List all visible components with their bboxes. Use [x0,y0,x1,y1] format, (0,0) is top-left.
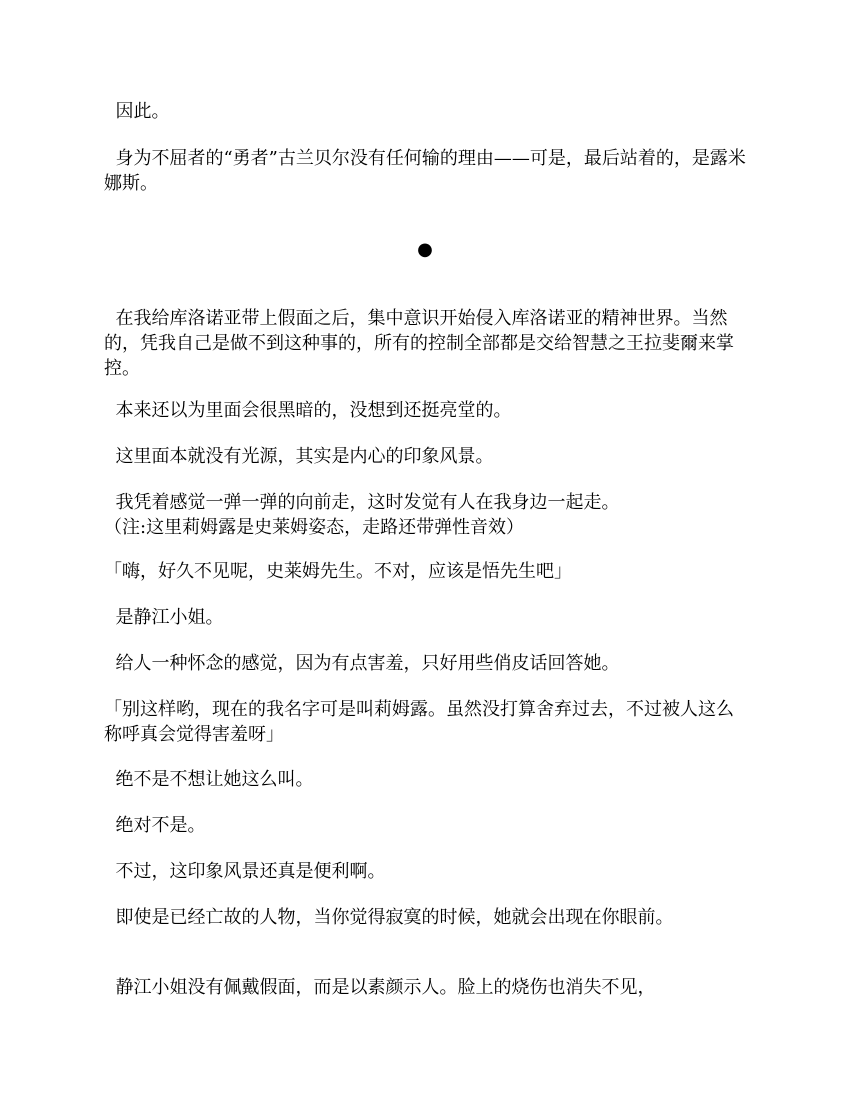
paragraph-12: 绝对不是。 [104,815,206,836]
section-separator: ● [417,239,433,260]
paragraph-6: 我凭着感觉一弹一弹的向前走，这时发觉有人在我身边一起走。 （注:这里莉姆露是史莱姆姿态，走路还带弹性音效） [104,492,620,538]
paragraph-8: 是静江小姐。 [104,607,224,628]
paragraph-15: 静江小姐没有佩戴假面，而是以素颜示人。脸上的烧伤也消失不见， [104,977,656,998]
paragraph-11: 绝不是不想让她这么叫。 [104,769,314,790]
paragraph-7: 「嗨，好久不见呢，史莱姆先生。不对，应该是悟先生吧」 [104,561,572,582]
paragraph-9: 给人一种怀念的感觉，因为有点害羞，只好用些俏皮话回答她。 [104,653,620,674]
paragraph-13: 不过，这印象风景还真是便利啊。 [104,861,386,882]
paragraph-10: 「别这样哟，现在的我名字可是叫莉姆露。虽然没打算舍弃过去，不过被人这么称呼真会觉得害羞呀」 [104,699,734,745]
paragraph-1: 因此。 [104,101,170,122]
paragraph-5: 这里面本就没有光源，其实是内心的印象风景。 [104,446,494,467]
paragraph-3: 在我给库洛诺亚带上假面之后，集中意识开始侵入库洛诺亚的精神世界。当然的，凭我自己是做不到这种事的，所有的控制全部都是交给智慧之王拉斐爾来掌控。 [104,308,734,379]
paragraph-14: 即使是已经亡故的人物，当你觉得寂寞的时候，她就会出现在你眼前。 [104,907,674,928]
paragraph-2: 身为不屈者的“勇者”古兰贝尔没有任何输的理由——可是，最后站着的，是露米娜斯。 [104,148,746,194]
paragraph-4: 本来还以为里面会很黑暗的，没想到还挺亮堂的。 [104,400,512,421]
